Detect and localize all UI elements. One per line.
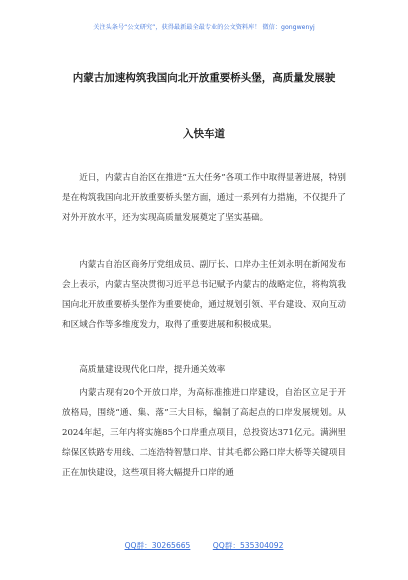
- paragraph-text: 近日，内蒙古自治区在推进“五大任务”各项工作中取得显著进展，特别是在构筑我国向北开放重要桥头堡方面，通过一系列有力措施，不仅提升了对外开放水平，还为实现高质量发展奠定了坚实基础。: [62, 173, 346, 224]
- paragraph-1: [62, 168, 346, 228]
- footer-contacts: [0, 540, 408, 551]
- paragraph-2: [62, 255, 346, 335]
- paragraph-text: 内蒙古现有20个开放口岸，为高标准推进口岸建设，自治区立足于开放格局，围绕“通、集、落”三大目标，编制了高起点的口岸发展规划。从2024年起，三年内将实施85个口岸重点项目，总投资达371亿元。满洲里综保区铁路专用线、二连浩特智慧口岸、甘其毛都公路口岸大桥等关键项目正在加快建设，这些项目将大幅提升口岸的通: [62, 388, 346, 479]
- document-title-line-1: 内蒙古加速构筑我国向北开放重要桥头堡，高质量发展驶: [72, 72, 336, 84]
- header-banner: 关注头条号“公文研究”，获得最新最全最专业的公文资料库！ 微信：gongwenyj: [93, 24, 315, 31]
- qq-group-link-2[interactable]: QQ群：535304092: [212, 541, 284, 550]
- section-heading-text: 高质量建设现代化口岸，提升通关效率: [79, 365, 226, 375]
- section-heading: [62, 360, 346, 380]
- paragraph-text: 内蒙古自治区商务厅党组成员、副厅长、口岸办主任刘永明在新闻发布会上表示，内蒙古坚决贯彻习近平总书记赋予内蒙古的战略定位，将构筑我国向北开放重要桥头堡作为重要使命，通过规划引领、平台建设、双向互动和区域合作等多维度发力，取得了重要进展和积极成果。: [62, 260, 346, 331]
- paragraph-3: [62, 383, 346, 483]
- document-title-line-2: 入快车道: [183, 128, 225, 140]
- qq-group-link-1[interactable]: QQ群：30265665: [124, 541, 191, 550]
